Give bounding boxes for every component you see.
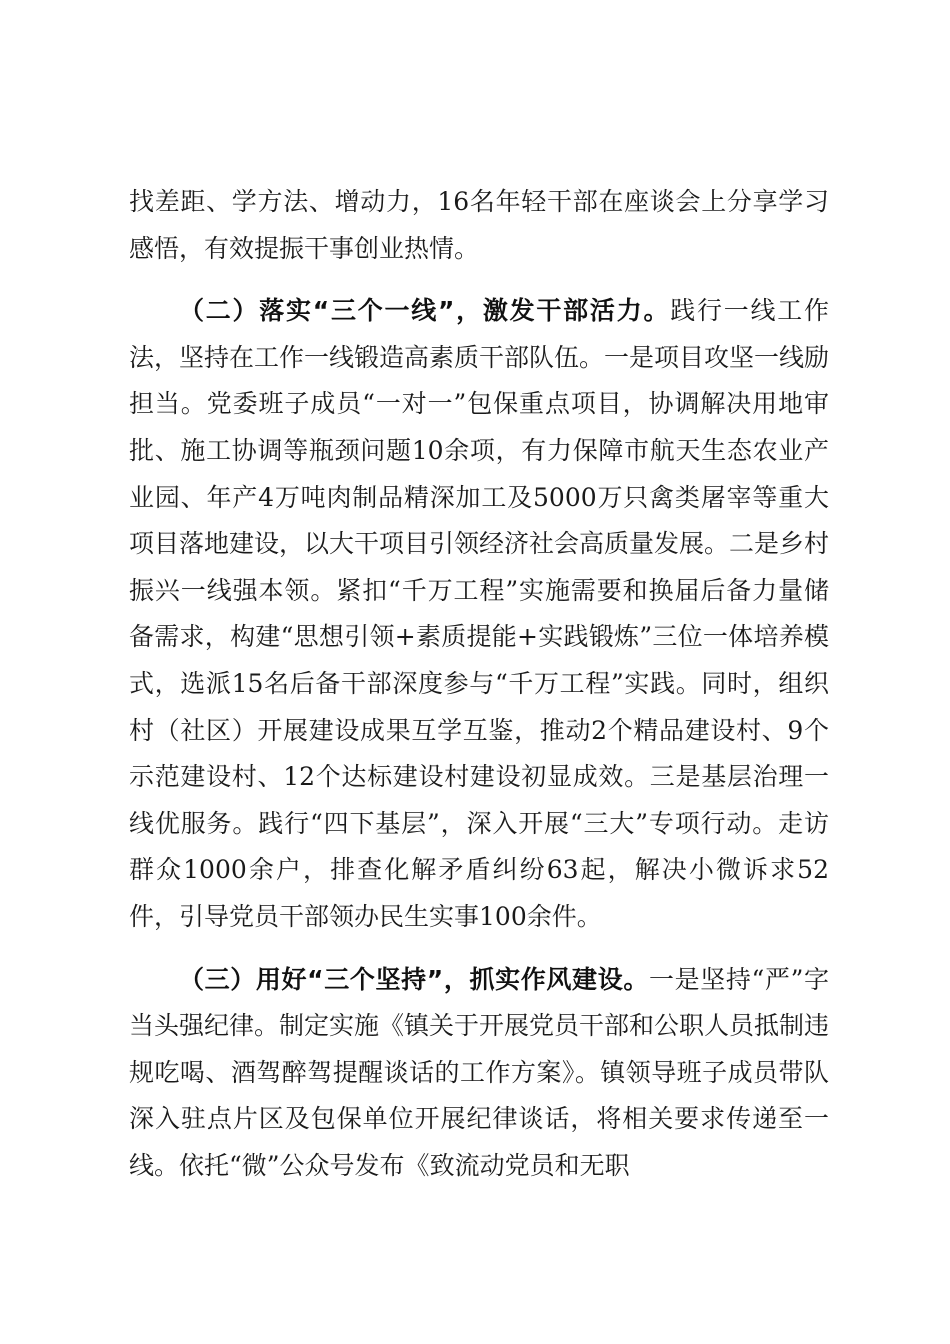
document-body: [129, 179, 829, 1205]
section-three-heading: （三）用好“三个坚持”，抓实作风建设。: [179, 964, 649, 994]
paragraph-continued-text: 找差距、学方法、增动力，16名年轻干部在座谈会上分享学习感悟，有效提振干事创业热情。: [129, 187, 829, 263]
section-three-body: 一是坚持“严”字当头强纪律。制定实施《镇关于开展党员干部和公职人员抵制违规吃喝、酒驾醉驾提醒谈话的工作方案》。镇领导班子成员带队深入驻点片区及包保单位开展纪律谈话，将相关要求传递至一线。依托“微”公众号发布《致流动党员和无职: [129, 964, 830, 1180]
paragraph-section-three: [129, 957, 829, 1190]
paragraph-section-two: [129, 288, 829, 940]
section-two-heading: （二）落实“三个一线”，激发干部活力。: [179, 296, 671, 326]
section-two-body: 践行一线工作法，坚持在工作一线锻造高素质干部队伍。一是项目攻坚一线励担当。党委班子成员“一对一”包保重点项目，协调解决用地审批、施工协调等瓶颈问题10余项，有力保障市航天生态农业产业园、年产4万吨肉制品精深加工及5000万只禽类屠宰等重大项目落地建设，以大干项目引领经济社会高质量发展。二是乡村振兴一线强本领。紧扣“千万工程”实施需要和换届后备力量储备需求，构建“思想引领+素质提能+实践锻炼”三位一体培养模式，选派15名后备干部深度参与“千万工程”实践。同时，组织村（社区）开展建设成果互学互鉴，推动2个精品建设村、9个示范建设村、12个达标建设村建设初显成效。三是基层治理一线优服务。践行“四下基层”，深入开展“三大”专项行动。走访群众1000余户，排查化解矛盾纠纷63起，解决小微诉求52件，引导党员干部领办民生实事100余件。: [129, 296, 830, 931]
